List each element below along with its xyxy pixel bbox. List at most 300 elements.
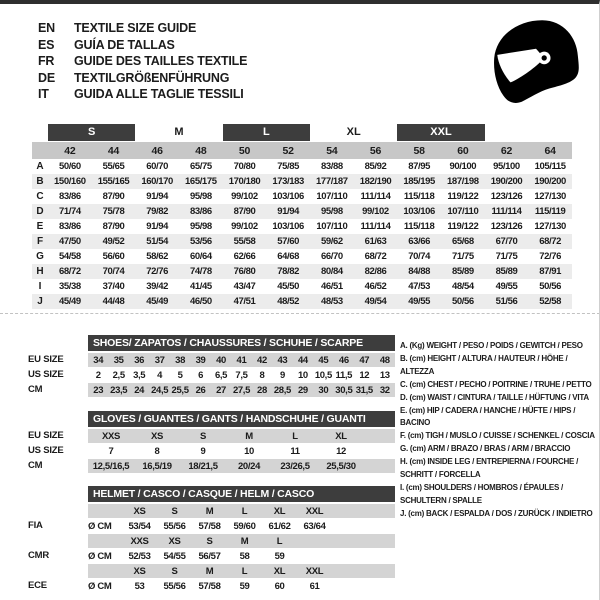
size-group-xxl: XXL: [397, 124, 484, 141]
table-cell: 53: [134, 580, 145, 592]
table-cell: 64: [544, 144, 556, 157]
legend-item: J. (cm) BACK / ESPALDA / DOS / ZURÜCK / INDIETRO: [400, 508, 593, 518]
table-cell: 79/82: [146, 206, 169, 217]
table-cell: 54/55: [163, 550, 186, 562]
table-cell: XXS: [130, 535, 149, 547]
table-cell: 30: [318, 384, 329, 396]
table-cell: 155/165: [97, 176, 130, 187]
size-group-row: [32, 124, 572, 141]
row-letter: H: [36, 266, 44, 277]
helmet-table: [28, 486, 395, 593]
table-cell: 177/187: [316, 176, 348, 187]
table-cell: 52/58: [539, 296, 562, 307]
table-cell: 34: [93, 354, 104, 366]
shoes-table: [28, 335, 395, 397]
size-group-s: S: [48, 124, 135, 141]
section-divider: [0, 313, 600, 314]
table-cell: 127/130: [534, 191, 566, 202]
table-cell: 27: [216, 384, 226, 396]
table-cell: 43/47: [233, 281, 256, 292]
certification-label: FIA: [28, 520, 43, 531]
table-cell: XXL: [305, 565, 324, 577]
table-cell: 70/74: [408, 251, 431, 262]
row-letter: I: [38, 281, 42, 292]
table-cell: 10: [297, 369, 308, 381]
row-label: EU SIZE: [28, 354, 64, 365]
table-row: [28, 429, 395, 443]
row-letter: A: [36, 161, 44, 172]
certification-label: ECE: [28, 580, 47, 591]
table-cell: 68/72: [58, 266, 81, 277]
table-cell: 67/70: [495, 236, 518, 247]
table-cell: 28: [257, 384, 267, 396]
legend-item: A. (Kg) WEIGHT / PESO / POIDS / GEWITCH / PESO: [400, 341, 583, 350]
table-cell: 47/51: [233, 296, 256, 307]
helmet-table-title: HELMET / CASCO / CASQUE / HELM / CASCO: [88, 486, 395, 502]
table-cell: XS: [151, 430, 163, 442]
table-cell: 85/92: [364, 161, 387, 172]
racing-helmet-icon: [483, 10, 585, 112]
table-cell: 51/56: [495, 296, 518, 307]
table-cell: 99/102: [231, 191, 258, 202]
table-cell: 28,5: [273, 384, 291, 396]
table-row: [28, 368, 395, 382]
table-cell: 58: [413, 144, 425, 157]
table-cell: 57/60: [277, 236, 300, 247]
language-title: TEXTILE SIZE GUIDE: [74, 21, 197, 35]
table-row: [32, 249, 572, 264]
table-cell: 49/55: [408, 296, 431, 307]
table-cell: XS: [133, 565, 146, 577]
language-title: GUIDA ALLE TAGLIE TESSILI: [74, 87, 244, 102]
table-cell: 56/60: [102, 251, 125, 262]
row-letter: E: [36, 221, 44, 232]
table-cell: 37: [154, 354, 165, 366]
table-cell: 12: [359, 369, 370, 381]
row-label: CM: [28, 460, 43, 471]
table-row: [28, 564, 395, 578]
table-cell: 59/60: [233, 520, 256, 532]
language-code: IT: [38, 87, 49, 102]
table-cell: 49/52: [102, 236, 125, 247]
table-cell: 23: [93, 384, 104, 396]
table-cell: 84/88: [408, 266, 431, 277]
table-cell: 6,5: [214, 369, 228, 381]
table-cell: 54/58: [58, 251, 81, 262]
table-cell: 2,5: [112, 369, 125, 381]
table-cell: 50: [238, 144, 251, 157]
row-label: US SIZE: [28, 445, 64, 456]
language-code: DE: [38, 70, 55, 85]
table-cell: 71/74: [58, 206, 81, 217]
table-cell: 71/75: [495, 251, 518, 262]
gloves-table: [28, 411, 395, 473]
table-cell: 99/102: [362, 206, 389, 217]
language-line-es: [38, 37, 247, 54]
table-cell: 42: [257, 354, 267, 366]
table-cell: 58: [239, 550, 250, 562]
table-cell: 75/78: [102, 206, 125, 217]
table-cell: XS: [168, 535, 181, 547]
table-cell: 44/48: [102, 296, 125, 307]
table-cell: 46: [338, 354, 349, 366]
table-cell: M: [205, 505, 214, 517]
table-cell: 190/200: [534, 176, 566, 187]
row-cells: [88, 504, 395, 518]
table-cell: 39: [195, 354, 206, 366]
row-letter: G: [36, 251, 44, 262]
textile-size-table: [32, 124, 572, 309]
table-cell: 60: [274, 580, 285, 592]
table-cell: 119/122: [447, 191, 479, 202]
legend-item: G. (cm) ARM / BRAZO / BRAS / ARM / BRACCIO: [400, 444, 571, 454]
shoes-table-title: SHOES/ ZAPATOS / CHAUSSURES / SCHUHE / SCARPE: [88, 335, 395, 351]
table-cell: 12: [336, 445, 346, 457]
row-cells: [88, 444, 395, 458]
table-cell: 61/63: [364, 236, 387, 247]
table-cell: 48/53: [320, 296, 343, 307]
certification-label: CMR: [28, 550, 50, 561]
table-cell: 127/130: [534, 221, 566, 232]
table-cell: 10: [244, 445, 254, 457]
table-row: [28, 504, 395, 518]
table-cell: 25,5/30: [326, 460, 356, 472]
table-cell: 107/110: [316, 221, 348, 232]
table-cell: 72/76: [539, 251, 562, 262]
table-cell: 87/90: [233, 206, 256, 217]
unit-cell: Ø CM: [88, 520, 112, 532]
table-row: [32, 219, 572, 234]
table-cell: 57/58: [198, 520, 221, 532]
table-cell: 72/76: [146, 266, 169, 277]
row-cells: [88, 549, 395, 563]
table-cell: 45/49: [58, 296, 81, 307]
language-title: GUÍA DE TALLAS: [74, 37, 175, 52]
table-cell: 49/54: [364, 296, 387, 307]
table-cell: 185/195: [403, 176, 435, 187]
row-letter: J: [37, 296, 43, 307]
row-cells: [88, 579, 395, 593]
table-cell: 60: [457, 144, 469, 157]
table-cell: 85/89: [451, 266, 474, 277]
table-row: [28, 534, 395, 548]
table-cell: 11: [290, 445, 300, 457]
table-cell: 12,5/16,5: [92, 460, 130, 472]
table-cell: 59: [274, 550, 285, 562]
table-cell: 173/183: [272, 176, 304, 187]
table-cell: 103/106: [272, 221, 304, 232]
table-cell: 80/84: [320, 266, 343, 277]
table-cell: 119/122: [447, 221, 479, 232]
table-row: [28, 459, 395, 473]
unit-cell: Ø CM: [88, 550, 112, 562]
table-cell: 87/91: [539, 266, 562, 277]
measurement-legend: [400, 340, 598, 521]
legend-item: F. (cm) TIGH / MUSLO / CUISSE / SCHENKEL / COSCIA: [400, 431, 595, 441]
row-cells: [88, 534, 395, 548]
table-cell: XL: [273, 505, 286, 517]
table-cell: 95/98: [320, 206, 343, 217]
table-cell: 3,5: [133, 369, 146, 381]
table-cell: 76/80: [233, 266, 256, 277]
table-cell: 111/114: [491, 206, 522, 217]
table-cell: 107/110: [316, 191, 348, 202]
row-letter: C: [36, 191, 44, 202]
table-row: [32, 294, 572, 309]
table-cell: 47/53: [408, 281, 431, 292]
table-cell: 68/72: [539, 236, 562, 247]
table-cell: 58/62: [146, 251, 169, 262]
table-cell: 13: [379, 369, 390, 381]
table-cell: 2: [95, 369, 101, 381]
size-group-l: L: [223, 124, 310, 141]
table-cell: 115/119: [534, 206, 566, 217]
table-cell: 66/70: [320, 251, 343, 262]
table-row: [32, 159, 572, 174]
table-cell: 65/68: [451, 236, 474, 247]
table-cell: 47/50: [58, 236, 81, 247]
table-cell: 103/106: [272, 191, 304, 202]
table-cell: S: [171, 505, 178, 517]
table-cell: 46/52: [364, 281, 387, 292]
table-cell: 70/74: [102, 266, 125, 277]
table-cell: 53/56: [189, 236, 212, 247]
table-cell: 48/52: [277, 296, 300, 307]
table-cell: 99/102: [231, 221, 258, 232]
table-cell: 65/75: [189, 161, 212, 172]
table-cell: 18/21,5: [188, 460, 218, 472]
table-cell: 50/56: [539, 281, 562, 292]
legend-item: E. (cm) HIP / CADERA / HANCHE / HÜFTE / HIPS / BACINO: [400, 405, 576, 428]
unit-cell: Ø CM: [88, 580, 112, 592]
table-cell: 190/200: [490, 176, 523, 187]
table-cell: M: [240, 535, 249, 547]
table-cell: XS: [133, 505, 146, 517]
row-cells: [88, 353, 395, 367]
table-row: [32, 279, 572, 294]
table-cell: 44: [107, 144, 120, 157]
table-cell: 64/68: [277, 251, 300, 262]
table-cell: 182/190: [359, 176, 392, 187]
table-cell: 8: [259, 369, 265, 381]
table-cell: 87/90: [102, 191, 125, 202]
table-cell: 49/55: [495, 281, 518, 292]
table-cell: 68/72: [364, 251, 387, 262]
table-cell: 37/40: [102, 281, 125, 292]
language-code: ES: [38, 37, 55, 52]
row-label: [28, 564, 88, 578]
table-cell: 83/86: [189, 206, 212, 217]
language-title: GUIDE DES TAILLES TEXTILE: [74, 54, 248, 69]
table-cell: 53/54: [128, 520, 151, 532]
table-cell: 47: [359, 354, 370, 366]
table-cell: 74/78: [189, 266, 212, 277]
table-cell: 36: [134, 354, 145, 366]
table-row: [28, 519, 395, 533]
table-cell: S: [206, 535, 213, 547]
table-row: [28, 549, 395, 563]
table-cell: 55/65: [102, 161, 125, 172]
table-cell: 5: [177, 369, 183, 381]
size-group-m: M: [174, 126, 184, 138]
table-cell: 85/89: [495, 266, 518, 277]
table-cell: 39/42: [146, 281, 169, 292]
table-cell: 48: [195, 144, 207, 157]
table-cell: 4: [157, 369, 163, 381]
table-cell: 55/56: [163, 580, 186, 592]
gloves-table-title: GLOVES / GUANTES / GANTS / HANDSCHUHE / GUANTI: [88, 411, 395, 427]
table-cell: 35: [113, 354, 124, 366]
table-cell: 52/53: [128, 550, 151, 562]
table-row: [32, 264, 572, 279]
table-row: [32, 189, 572, 204]
table-cell: 75/85: [277, 161, 300, 172]
table-cell: 87/95: [408, 161, 431, 172]
table-cell: 56: [369, 144, 382, 157]
row-cells: [88, 383, 395, 397]
table-row: [32, 174, 572, 189]
table-cell: 20/24: [237, 460, 261, 472]
table-cell: 62/66: [233, 251, 256, 262]
table-row: [32, 204, 572, 219]
row-cells: [88, 459, 395, 473]
table-cell: 44: [297, 354, 308, 366]
legend-item: H. (cm) INSIDE LEG / ENTREPIERNA / FOURCHE / SCHRITT / FORCELLA: [400, 457, 579, 480]
language-line-de: [38, 70, 247, 87]
table-cell: 57/58: [198, 580, 221, 592]
table-cell: 8: [154, 445, 160, 457]
table-cell: 91/94: [277, 206, 300, 217]
table-cell: 83/86: [58, 221, 81, 232]
table-cell: 50/56: [451, 296, 474, 307]
table-cell: 50/60: [58, 161, 81, 172]
table-cell: 60/64: [189, 251, 212, 262]
table-cell: 55/56: [163, 520, 186, 532]
table-cell: 103/106: [403, 206, 435, 217]
table-cell: 187/198: [447, 176, 479, 187]
table-cell: 25,5: [171, 384, 189, 396]
table-cell: 45/50: [277, 281, 300, 292]
legend-item: I. (cm) SHOULDERS / HOMBROS / ÉPAULES / SCHULTERN / SPALLE: [400, 482, 564, 505]
table-cell: XL: [335, 430, 347, 442]
table-cell: 95/98: [189, 221, 212, 232]
table-cell: 91/94: [146, 221, 169, 232]
table-cell: 63/64: [303, 520, 326, 532]
table-cell: 9: [200, 445, 206, 457]
language-title: TEXTILGRÖßENFÜHRUNG: [74, 70, 230, 85]
table-cell: 32: [379, 384, 390, 396]
table-cell: 45/49: [146, 296, 169, 307]
table-cell: 62: [500, 144, 513, 157]
table-cell: 123/126: [490, 191, 523, 202]
table-cell: 105/115: [534, 161, 566, 172]
table-cell: 55/58: [233, 236, 256, 247]
table-cell: 46/51: [320, 281, 343, 292]
table-cell: 45: [318, 354, 329, 366]
table-cell: 24,5: [151, 384, 169, 396]
table-cell: 6: [198, 369, 204, 381]
row-label: EU SIZE: [28, 430, 64, 441]
table-cell: 63/66: [408, 236, 431, 247]
table-cell: 30,5: [335, 384, 353, 396]
table-cell: 111/114: [360, 191, 391, 202]
table-cell: L: [241, 565, 248, 577]
row-letter: D: [36, 206, 44, 217]
legend-item: C. (cm) CHEST / PECHO / POITRINE / TRUHE / PETTO: [400, 379, 592, 389]
table-cell: 165/175: [185, 176, 217, 187]
table-cell: 26: [195, 384, 206, 396]
table-cell: XXL: [305, 505, 324, 517]
table-cell: 83/88: [320, 161, 343, 172]
table-cell: L: [241, 505, 248, 517]
table-cell: 7: [108, 445, 114, 457]
table-cell: 160/170: [141, 176, 173, 187]
table-cell: 83/86: [58, 191, 81, 202]
table-cell: 107/110: [447, 206, 479, 217]
row-label: US SIZE: [28, 369, 64, 380]
table-cell: 111/114: [360, 221, 391, 232]
table-cell: 10,5: [314, 369, 332, 381]
table-cell: 60/70: [146, 161, 169, 172]
language-line-en: [38, 20, 247, 37]
table-cell: XXS: [102, 430, 120, 442]
row-label: [28, 534, 88, 548]
row-cells: [88, 519, 395, 533]
table-cell: 31,5: [355, 384, 373, 396]
row-letter: B: [36, 176, 44, 187]
table-cell: 170/180: [228, 176, 261, 187]
row-label: [28, 504, 88, 518]
table-cell: 95/98: [189, 191, 212, 202]
table-cell: 27,5: [232, 384, 251, 396]
table-cell: 51/54: [146, 236, 169, 247]
table-cell: 24: [134, 384, 145, 396]
table-cell: S: [171, 565, 178, 577]
language-title-list: [38, 20, 247, 103]
table-cell: 150/160: [54, 176, 86, 187]
table-row: [32, 234, 572, 249]
language-code: EN: [38, 21, 55, 35]
table-cell: 46: [151, 144, 163, 157]
table-cell: 87/90: [102, 221, 125, 232]
table-cell: 41: [236, 354, 247, 366]
table-cell: 52: [282, 144, 294, 157]
language-line-it: [38, 86, 247, 103]
table-cell: 23/26,5: [280, 460, 310, 472]
table-cell: 59/62: [320, 236, 343, 247]
table-cell: M: [205, 565, 214, 577]
table-cell: 115/118: [403, 191, 435, 202]
table-cell: 7,5: [235, 369, 248, 381]
table-cell: 16,5/19: [142, 460, 172, 472]
numeric-size-header-row: [32, 142, 572, 159]
table-cell: 29: [297, 384, 308, 396]
table-cell: 115/118: [403, 221, 435, 232]
language-code: FR: [38, 54, 55, 69]
row-letter: F: [36, 236, 44, 247]
accessories-tables: [28, 335, 395, 594]
table-cell: 48/54: [451, 281, 474, 292]
row-label: CM: [28, 384, 43, 395]
size-group-xl: XL: [346, 126, 361, 138]
table-cell: M: [245, 430, 253, 442]
table-cell: 46/50: [189, 296, 212, 307]
table-cell: 70/80: [233, 161, 256, 172]
table-cell: 56/57: [198, 550, 221, 562]
table-cell: 59: [239, 580, 250, 592]
table-cell: 54: [326, 144, 338, 157]
table-cell: 42: [64, 144, 76, 157]
